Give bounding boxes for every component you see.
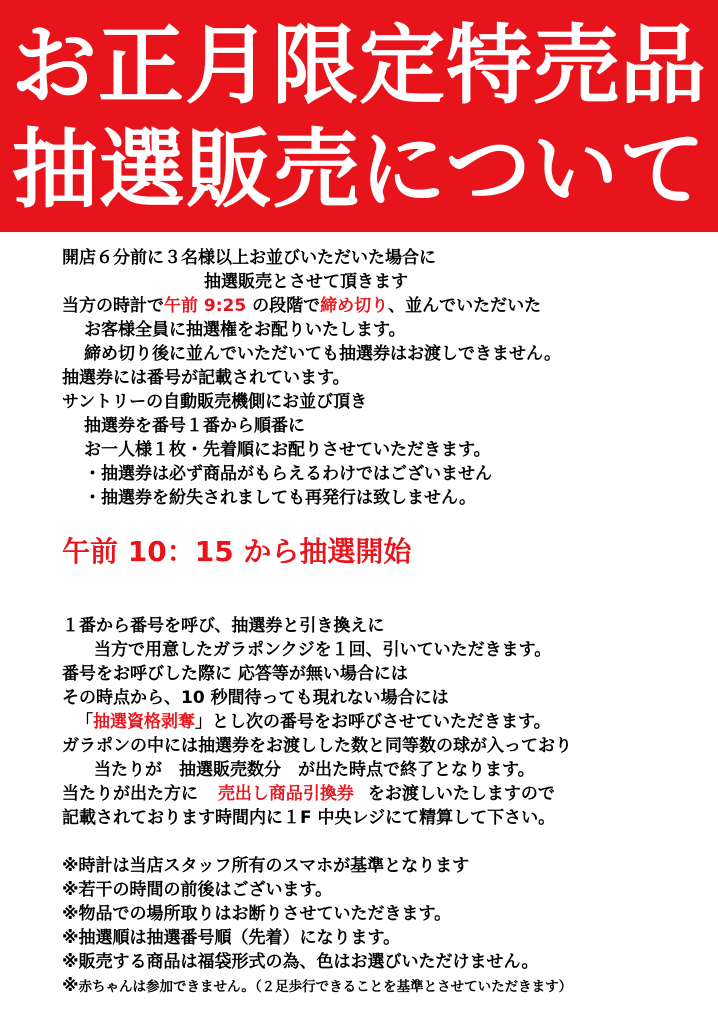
line-s1-3-b: の段階で	[252, 296, 321, 316]
title-banner	[0, 0, 718, 232]
line-s1-7: サントリーの自動販売機側にお並び頂き	[62, 392, 368, 412]
note-6-text: 赤ちゃんは参加できません。（２足歩行できることを基準とさせていただきます）	[78, 979, 573, 995]
note-1: ※時計は当店スタッフ所有のスマホが基準となります	[62, 856, 470, 876]
line-s2-9: 記載されております時間内に１F 中央レジにて精算して下さい。	[62, 808, 556, 828]
line-s1-3	[62, 294, 541, 318]
line-s2-3: 番号をお呼びした際に 応答等が無い場合には	[62, 664, 408, 684]
line-s2-5-a: 「	[76, 712, 93, 732]
line-s1-2: 抽選販売とさせて頂きます	[204, 272, 408, 292]
line-s2-4: その時点から、10 秒間待っても現れない場合には	[62, 688, 449, 708]
line-s1-1: 開店６分前に３名様以上お並びいただいた場合に	[62, 248, 436, 268]
line-s1-5: 締め切り後に並んでいただいても抽選券はお渡しできません。	[84, 344, 562, 364]
note-4: ※抽選順は抽選番号順（先着）になります。	[62, 928, 401, 948]
note-6	[62, 974, 572, 999]
line-s1-10: ・抽選券は必ず商品がもらえるわけではございません	[84, 464, 492, 484]
line-s2-7: 当たりが 抽選販売数分 が出た時点で終了となります。	[94, 760, 535, 780]
line-s2-6: ガラポンの中には抽選券をお渡しした数と同等数の球が入っており	[62, 736, 572, 756]
title-line-2: 抽選販売について	[11, 120, 707, 220]
voucher-label: 売出し商品引換券	[217, 784, 354, 804]
line-s1-8: 抽選券を番号１番から順番に	[84, 416, 305, 436]
line-s2-8-a: 当たりが出た方に	[62, 784, 198, 804]
disqualification-label: 抽選資格剥奪	[93, 712, 195, 732]
lottery-start-heading: 午前 10：15 から抽選開始	[62, 535, 412, 568]
line-s2-8	[62, 782, 555, 806]
line-s2-8-b: をお渡しいたしますので	[367, 784, 555, 804]
note-5: ※販売する商品は福袋形式の為、色はお選びいただけません。	[62, 952, 539, 972]
cutoff-label: 締め切り	[320, 296, 389, 316]
line-s2-2: 当方で用意したガラポンクジを１回、引いていただきます。	[94, 640, 552, 660]
note-6-mark: ※	[62, 976, 79, 996]
line-s2-5-b: 」とし次の番号をお呼びさせていただきます。	[195, 712, 551, 732]
line-s2-1: １番から番号を呼び、抽選券と引き換えに	[62, 616, 385, 636]
note-3: ※物品での場所取りはお断りさせていただきます。	[62, 904, 452, 924]
note-2: ※若干の時間の前後はございます。	[62, 880, 333, 900]
line-s1-3-c: 、並んでいただいた	[388, 296, 542, 316]
line-s1-9: お一人様１枚・先着順にお配りさせていただきます。	[84, 440, 491, 460]
title-line-1: お正月限定特売品	[11, 16, 707, 116]
line-s1-4: お客様全員に抽選権をお配りいたします。	[84, 320, 406, 340]
line-s1-6: 抽選券には番号が記載されています。	[62, 368, 350, 388]
line-s1-11: ・抽選券を紛失されましても再発行は致しません。	[84, 488, 477, 508]
cutoff-time: 午前 9:25	[164, 296, 247, 316]
line-s1-3-a: 当方の時計で	[62, 296, 164, 316]
line-s2-5	[76, 710, 551, 734]
